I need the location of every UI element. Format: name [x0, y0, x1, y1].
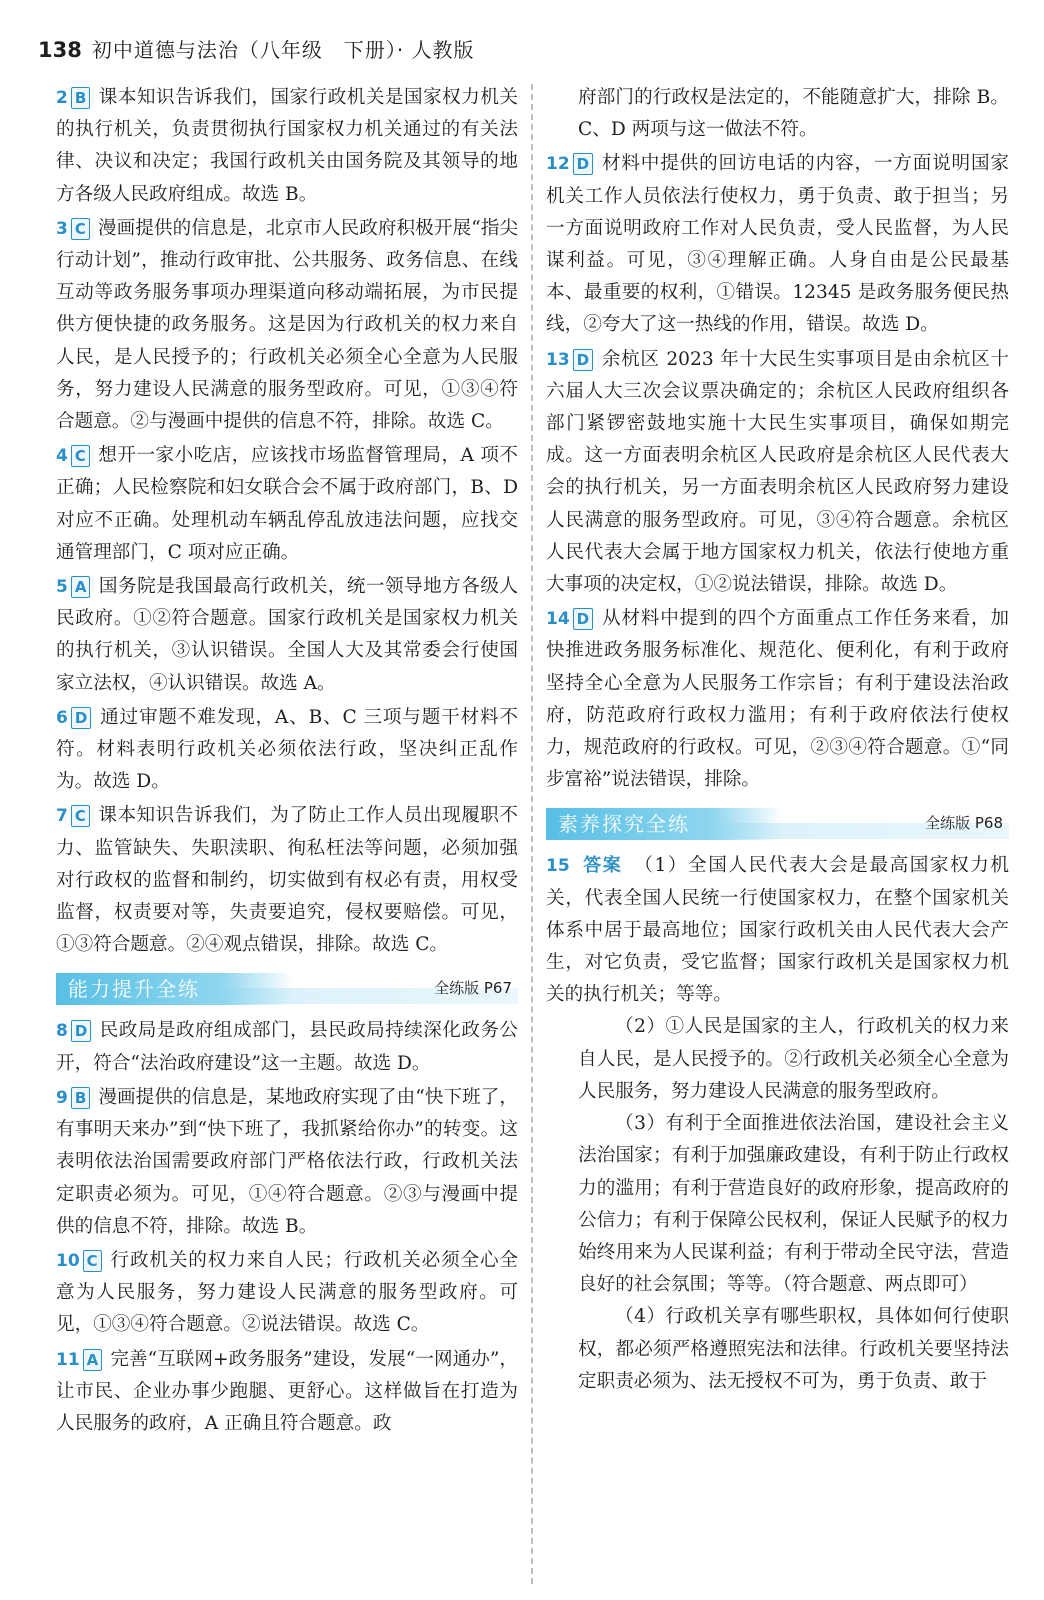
question-item	[56, 440, 518, 569]
q15-part2: （2）①人民是国家的主人，行政机关的权力来自人民，是人民授予的。②行政机关必须全心全意为人民服务，努力建设人民满意的服务型政府。	[578, 1016, 1009, 1102]
explanation-text: 国务院是我国最高行政机关，统一领导地方各级人民政府。①②符合题意。国家行政机关是国家权力机关的执行机关，③认识错误。全国人大及其常委会行使国家立法权，④认识错误。故选 A。	[56, 576, 518, 694]
explanation-text: 通过审题不难发现，A、B、C 三项与题干材料不符。材料表明行政机关必须依法行政，坚决纠正乱作为。故选 D。	[56, 706, 518, 793]
explanation-text: 课本知识告诉我们，国家行政机关是国家权力机关的执行机关，负责贯彻执行国家权力机关通过的有关法律、决议和决定；我国行政机关由国务院及其领导的地方各级人民政府组成。故选 B。	[56, 87, 518, 205]
question-item	[56, 1344, 518, 1441]
question-number: 7	[56, 806, 68, 827]
answer-badge: C	[83, 1250, 102, 1272]
section-title: 能力提升全练	[56, 973, 293, 1005]
left-column	[56, 82, 518, 1442]
question-item	[56, 800, 518, 961]
answer-badge: B	[71, 87, 90, 109]
q15-part4: （4）行政机关享有哪些职权，具体如何行使职权，都必须严格遵照宪法和法律。行政机关要坚持法定职责必须为、法无授权不可为，勇于负责、敢于	[578, 1306, 1009, 1392]
question-number: 11	[56, 1349, 80, 1370]
section-header-literacy	[546, 806, 1009, 842]
answer-badge: D	[573, 153, 593, 175]
section-page-ref: 全练版 P67	[434, 979, 512, 998]
answer-badge: A	[83, 1349, 103, 1371]
section-title: 素养探究全练	[546, 808, 783, 840]
explanation-text: 从材料中提到的四个方面重点工作任务来看，加快推进政务服务标准化、规范化、便利化，有利于政府坚持全心全意为人民服务工作宗旨；有利于建设法治政府，防范政府行政权力滥用；有利于政府依法行使权力，规范政府的行政权。可见，②③④符合题意。①“同步富裕”说法错误，排除。	[546, 608, 1009, 791]
question-number: 4	[56, 446, 68, 467]
q15-part1	[546, 850, 1009, 1011]
question-item	[546, 344, 1009, 602]
question-number: 14	[546, 609, 570, 630]
question-number: 8	[56, 1021, 68, 1042]
question-number: 9	[56, 1087, 68, 1108]
answer-badge: C	[71, 218, 90, 240]
explanation-text: 行政机关的权力来自人民；行政机关必须全心全意为人民服务，努力建设人民满意的服务型政府。可见，①③④符合题意。②说法错误。故选 C。	[56, 1249, 518, 1336]
continuation-text: 府部门的行政权是法定的，不能随意扩大，排除 B。C、D 两项与这一做法不符。	[578, 87, 1009, 141]
question-number: 2	[56, 88, 68, 108]
explanation-text: 材料中提供的回访电话的内容，一方面说明国家机关工作人员依法行使权力，勇于负责、敢于担当；另一方面说明政府工作对人民负责，受人民监督，为人民谋利益。可见，③④理解正确。人身自由是公民最基本、最重要的权利，①错误。12345 是政务服务便民热线，②夸大了这一热线的作用，错误。故选 D。	[546, 153, 1009, 336]
question-number: 3	[56, 218, 68, 239]
answer-badge: D	[573, 349, 593, 371]
question-item	[56, 571, 518, 700]
question-item	[56, 82, 518, 211]
explanation-text: 想开一家小吃店，应该找市场监督管理局，A 项不正确；人民检察院和妇女联合会不属于政府部门，B、D 对应不正确。处理机动车辆乱停乱放违法问题，应找交通管理部门，C 项对应正确。	[56, 445, 518, 563]
answer-label: 答案	[581, 855, 623, 877]
answer-badge: D	[573, 608, 593, 630]
question-number: 6	[56, 707, 68, 728]
explanation-text: 完善“互联网+政务服务”建设，发展“一网通办”，让市民、企业办事少跑腿、更舒心。这样做旨在打造为人民服务的政府，A 正确且符合题意。政	[56, 1348, 518, 1434]
book-title: 初中道德与法治（八年级 下册）· 人教版	[91, 38, 475, 62]
answer-badge: C	[71, 805, 90, 827]
section-page-ref: 全练版 P68	[925, 814, 1003, 833]
question-number: 5	[56, 577, 68, 598]
section-header-ability	[56, 971, 518, 1007]
page-number: 138	[38, 38, 82, 62]
page-header	[38, 34, 475, 66]
question-item	[56, 702, 518, 799]
question-item	[546, 148, 1009, 341]
question-item	[56, 213, 518, 438]
question-item	[56, 1015, 518, 1079]
answer-badge: C	[71, 445, 90, 467]
answer-badge: D	[71, 707, 91, 729]
question-item	[56, 1245, 518, 1342]
question-number: 13	[546, 349, 570, 370]
question-number: 12	[546, 154, 570, 175]
column-divider	[531, 84, 533, 1584]
q15-part1-text: （1）全国人民代表大会是最高国家权力机关，代表全国人民统一行使国家权力，在整个国家机关体系中居于最高地位；国家行政机关由人民代表大会产生，对它负责，受它监督；国家行政机关是国家权力机关的执行机关；等等。	[546, 855, 1009, 1006]
q15-part3: （3）有利于全面推进依法治国，建设社会主义法治国家；有利于加强廉政建设，有利于防止行政权力的滥用；有利于营造良好的政府形象，提高政府的公信力；有利于保障公民权利，保证人民赋予的权力始终用来为人民谋利益；有利于带动全民守法，营造良好的社会氛围；等等。（符合题意、两点即可）	[578, 1113, 1009, 1296]
explanation-text: 课本知识告诉我们，为了防止工作人员出现履职不力、监管缺失、失职渎职、徇私枉法等问题，必须加强对行政权的监督和制约，切实做到有权必有责，用权受监督，权责要对等，失责要追究，侵权要赔偿。可见，①③符合题意。②④观点错误，排除。故选 C。	[56, 805, 518, 956]
answer-badge: A	[71, 576, 91, 598]
answer-badge: B	[71, 1087, 90, 1109]
question-item-15	[546, 850, 1009, 1397]
explanation-text: 漫画提供的信息是，北京市人民政府积极开展“指尖行动计划”，推动行政审批、公共服务、政务信息、在线互动等政务服务事项办理渠道向移动端拓展，为市民提供方便快捷的政务服务。这是因为行政机关的权力来自人民，是人民授予的；行政机关必须全心全意为人民服务，努力建设人民满意的服务型政府。可见，①③④符合题意。②与漫画中提供的信息不符，排除。故选 C。	[56, 217, 518, 433]
question-item	[56, 1082, 518, 1243]
explanation-text: 余杭区 2023 年十大民生实事项目是由余杭区十六届人大三次会议票决确定的；余杭区人民政府组织各部门紧锣密鼓地实施十大民生实事项目，确保如期完成。这一方面表明余杭区人民政府是余杭区人民代表大会的执行机关，另一方面表明余杭区人民政府努力建设人民满意的服务型政府。可见，③④符合题意。余杭区人民代表大会属于地方国家权力机关，依法行使地方重大事项的决定权，①②说法错误，排除。故选 D。	[546, 348, 1009, 596]
right-column	[546, 82, 1009, 1398]
explanation-text: 民政局是政府组成部门，县民政局持续深化政务公开，符合“法治政府建设”这一主题。故选 D。	[56, 1020, 518, 1074]
answer-badge: D	[71, 1020, 91, 1042]
question-number: 15	[546, 856, 570, 877]
question-item	[546, 603, 1009, 796]
question-number: 10	[56, 1250, 80, 1271]
explanation-text: 漫画提供的信息是，某地政府实现了由“快下班了，有事明天来办”到“快下班了，我抓紧给你办”的转变。这表明依法治国需要政府部门严格依法行政，行政机关法定职责必须为。可见，①④符合题意。②③与漫画中提供的信息不符，排除。故选 B。	[56, 1086, 518, 1237]
